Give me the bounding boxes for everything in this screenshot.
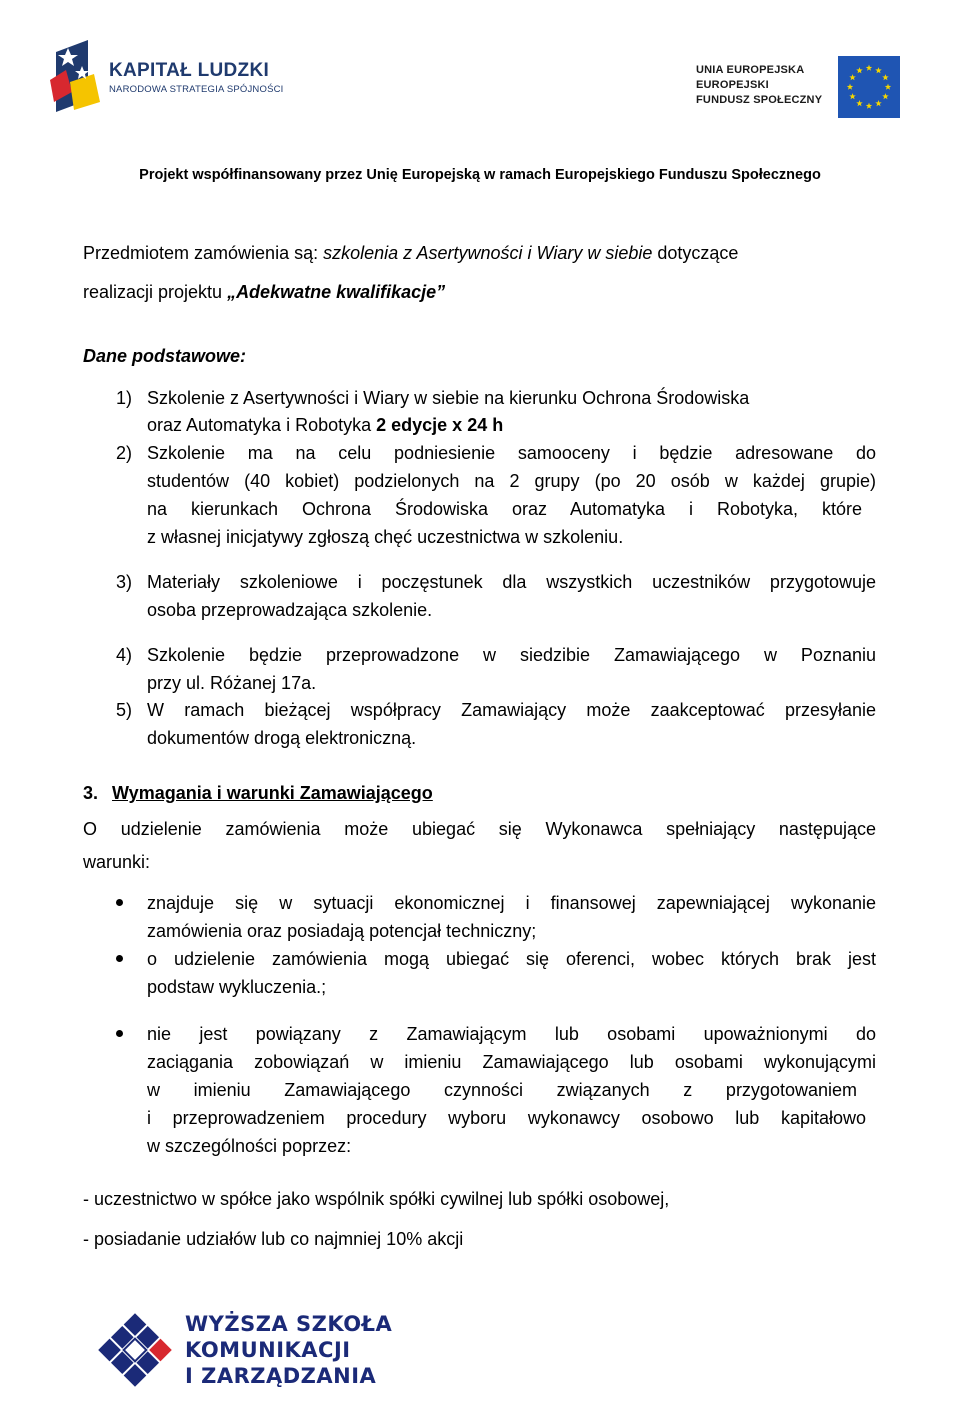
bullet-3-line-2: zaciągania zobowiązań w imieniu Zamawiającego lub osobami wykonującymi xyxy=(147,1052,876,1072)
wskiz-logo xyxy=(95,1310,393,1390)
item-5-line-1: W ramach bieżącej współpracy Zamawiający może zaakceptować przesyłanie xyxy=(147,700,876,720)
bullet-icon xyxy=(116,899,123,906)
kapital-ludzki-logo xyxy=(48,40,288,120)
wskiz-logo-line3: I ZARZĄDZANIA xyxy=(185,1364,377,1388)
dash-item-2: - posiadanie udziałów lub co najmniej 10% akcji xyxy=(83,1229,464,1249)
item-3-line-2: osoba przeprowadzająca szkolenie. xyxy=(147,600,433,620)
eu-flag-icon xyxy=(838,56,900,118)
item-4-line-1: Szkolenie będzie przeprowadzone w siedzibie Zamawiającego w Poznaniu xyxy=(147,645,876,665)
intro-text-end: dotyczące xyxy=(652,243,739,263)
bullet-icon xyxy=(116,955,123,962)
eu-social-fund-logo xyxy=(690,56,910,118)
bullet-1-line-2: zamówienia oraz posiadają potencjał techniczny; xyxy=(147,921,537,941)
section-3-heading xyxy=(83,779,433,807)
intro-line-1 xyxy=(83,239,876,267)
eu-logo-line3: FUNDUSZ SPOŁECZNY xyxy=(696,94,823,106)
funding-note: Projekt współfinansowany przez Unię Europejską w ramach Europejskiego Funduszu Społecznego xyxy=(139,167,821,183)
eu-logo-line1: UNIA EUROPEJSKA xyxy=(696,64,805,76)
wskiz-logo-line1: WYŻSZA SZKOŁA xyxy=(185,1312,393,1336)
bullet-3-line-5: w szczególności poprzez: xyxy=(147,1136,352,1156)
kapital-ludzki-subtitle: NARODOWA STRATEGIA SPÓJNOŚCI xyxy=(109,84,284,95)
item-1-editions: 2 edycje x 24 h xyxy=(376,415,504,435)
intro-project-label: realizacji projektu xyxy=(83,282,228,302)
bullet-3-line-4: i przeprowadzeniem procedury wyboru wykonawcy osobowo lub kapitałowo xyxy=(147,1108,866,1128)
item-2-line-1: Szkolenie ma na celu podniesienie samooceny i będzie adresowane do xyxy=(147,443,876,463)
basic-heading: Dane podstawowe: xyxy=(83,346,247,366)
item-number: 5) xyxy=(116,700,133,720)
dash-item-1: - uczestnictwo w spółce jako wspólnik spółki cywilnej lub spółki osobowej, xyxy=(83,1189,670,1209)
item-number: 4) xyxy=(116,645,133,665)
bullet-2-line-2: podstaw wykluczenia.; xyxy=(147,977,327,997)
item-2-line-2: studentów (40 kobiet) podzielonych na 2 grupy (po 20 osób w każdej grupie) xyxy=(147,471,876,491)
kapital-ludzki-emblem-icon xyxy=(48,40,108,120)
item-3-line-1: Materiały szkoleniowe i poczęstunek dla wszystkich uczestników przygotowuje xyxy=(147,572,876,592)
intro-subject: szkolenia z Asertywności i Wiary w siebie xyxy=(323,243,653,263)
intro-project-name: „Adekwatne kwalifikacje” xyxy=(227,282,446,302)
section-3-intro-line-1: O udzielenie zamówienia może ubiegać się Wykonawca spełniający następujące xyxy=(83,819,876,839)
section-3-intro-line-2: warunki: xyxy=(83,852,151,872)
bullet-2-line-1: o udzielenie zamówienia mogą ubiegać się oferenci, wobec których brak jest xyxy=(147,949,876,969)
bullet-3-line-3: w imieniu Zamawiającego czynności związanych z przygotowaniem xyxy=(147,1080,857,1100)
section-3-title: Wymagania i warunki Zamawiającego xyxy=(112,783,433,803)
item-2-line-4: z własnej inicjatywy zgłoszą chęć uczestnictwa w szkoleniu. xyxy=(147,527,624,547)
bullet-icon xyxy=(116,1030,123,1037)
item-number: 3) xyxy=(116,572,133,592)
item-number: 1) xyxy=(116,388,133,408)
bullet-1-line-1: znajduje się w sytuacji ekonomicznej i finansowej zapewniającej wykonanie xyxy=(147,893,876,913)
intro-line-2 xyxy=(83,278,445,306)
item-number: 2) xyxy=(116,443,133,463)
item-1-line-2 xyxy=(147,411,503,439)
section-3-number: 3. xyxy=(83,783,99,803)
wskiz-emblem-icon xyxy=(95,1310,175,1390)
bullet-3-line-1: nie jest powiązany z Zamawiającym lub osobami upoważnionymi do xyxy=(147,1024,876,1044)
intro-text: Przedmiotem zamówienia są: xyxy=(83,243,324,263)
eu-logo-line2: EUROPEJSKI xyxy=(696,79,769,91)
wskiz-logo-line2: KOMUNIKACJI xyxy=(185,1338,351,1362)
item-5-line-2: dokumentów drogą elektroniczną. xyxy=(147,728,417,748)
item-4-line-2: przy ul. Różanej 17a. xyxy=(147,673,317,693)
item-1-text: oraz Automatyka i Robotyka xyxy=(147,415,377,435)
item-1-line-1: Szkolenie z Asertywności i Wiary w siebie na kierunku Ochrona Środowiska xyxy=(147,388,750,408)
item-2-line-3: na kierunkach Ochrona Środowiska oraz Automatyka i Robotyka, które xyxy=(147,499,862,519)
kapital-ludzki-title: KAPITAŁ LUDZKI xyxy=(109,60,270,81)
